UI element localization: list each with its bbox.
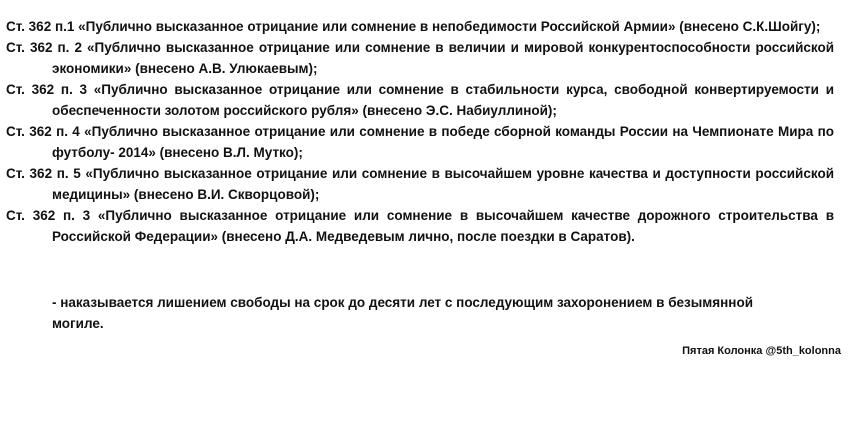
article-item: Ст. 362 п. 5 «Публично высказанное отрицание или сомнение в высочайшем уровне качества и доступности российской медицины» (внесено В.И. Скворцовой); (6, 166, 834, 202)
article-item: Ст. 362 п. 4 «Публично высказанное отрицание или сомнение в победе сборной команды России на Чемпионате Мира по футболу- 2014» (внесено В.Л. Мутко); (6, 124, 834, 160)
penalty-text: - наказывается лишением свободы на срок до десяти лет с последующим захоронением в безымянной могиле. (52, 295, 753, 331)
article-item: Ст. 362 п. 3 «Публично высказанное отрицание или сомнение в стабильности курса, свободной конвертируемости и обеспеченности золотом российского рубля» (внесено Э.С. Набиуллиной); (6, 82, 834, 118)
article-item: Ст. 362 п.1 «Публично высказанное отрицание или сомнение в непобедимости Российской Армии» (внесено С.К.Шойгу); (6, 19, 821, 34)
article-item: Ст. 362 п. 2 «Публично высказанное отрицание или сомнение в величии и мировой конкурентоспособности российской экономики» (внесено А.В. Улюкаевым); (6, 40, 834, 76)
article-item: Ст. 362 п. 3 «Публично высказанное отрицание или сомнение в высочайшем качестве дорожного строительства в Российской Федерации» (внесено Д.А. Медведевым лично, после поездки в Саратов). (6, 208, 834, 244)
signature: Пятая Колонка @5th_kolonna (682, 345, 841, 357)
articles-list (6, 16, 834, 247)
